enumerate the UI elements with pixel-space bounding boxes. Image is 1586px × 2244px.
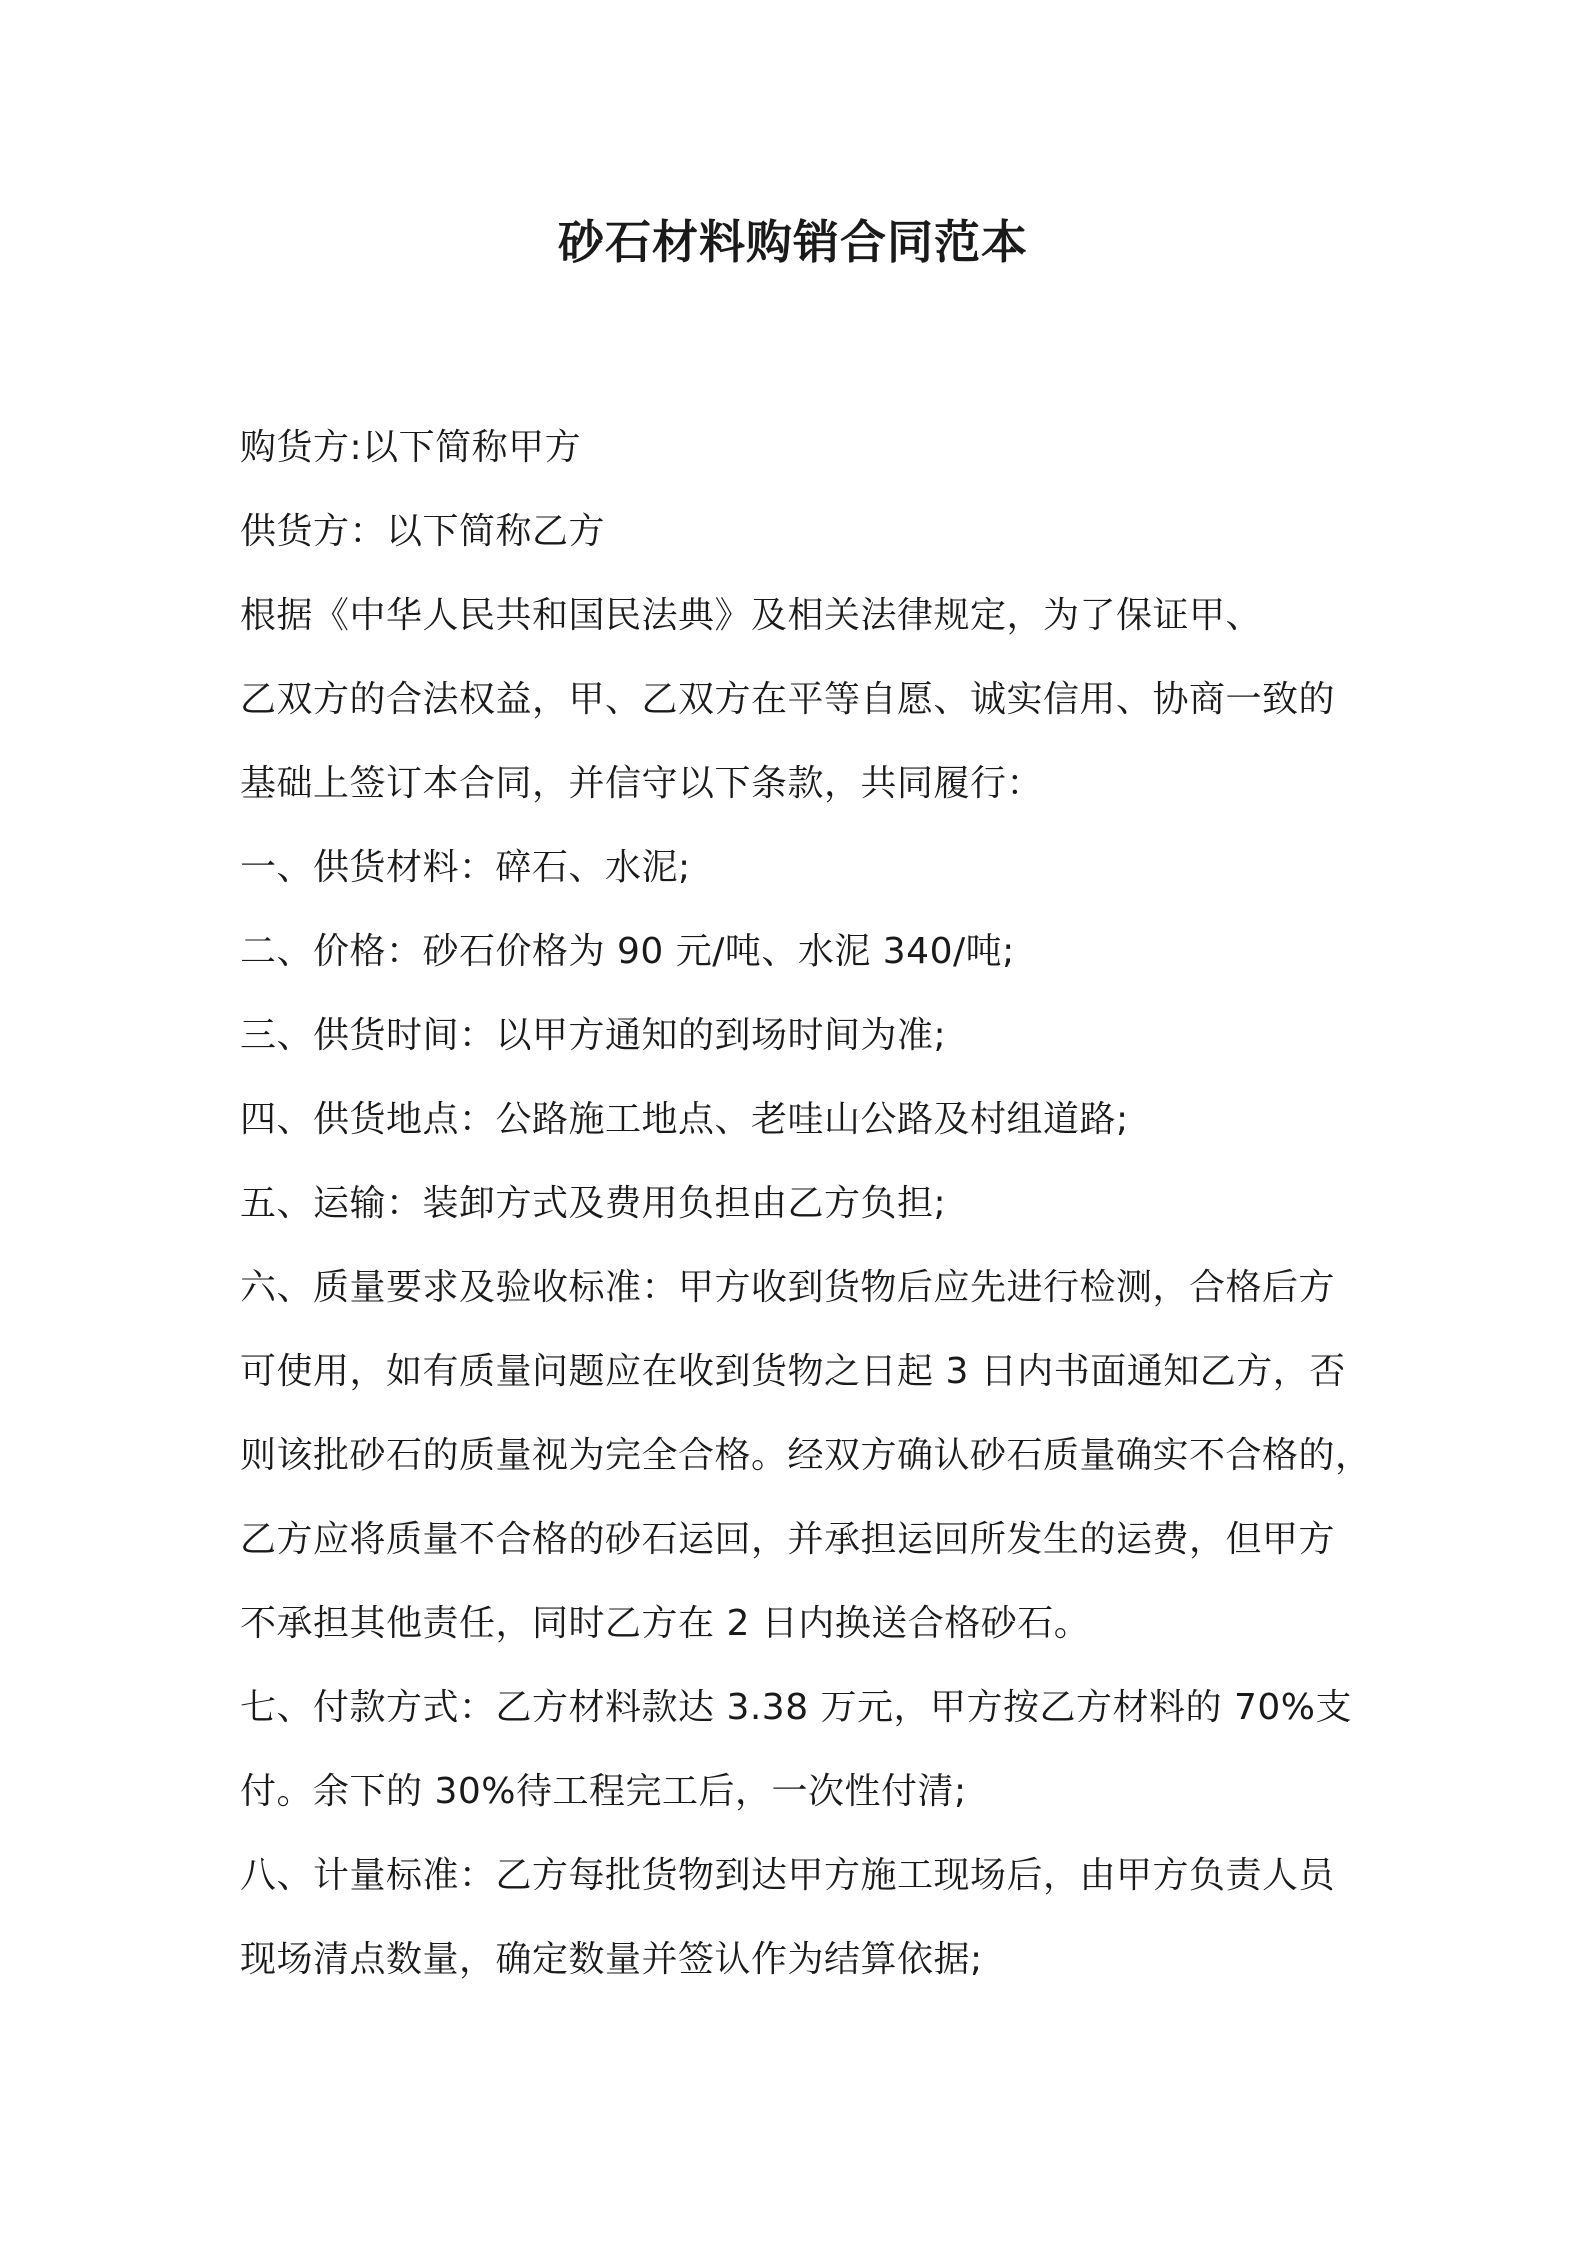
clause-8-line: 现场清点数量，确定数量并签认作为结算依据; [240,1939,983,1980]
clause-6-line: 可使用，如有质量问题应在收到货物之日起 3 日内书面通知乙方，否 [240,1351,1346,1392]
preamble-line: 乙双方的合法权益，甲、乙双方在平等自愿、诚实信用、协商一致的 [240,679,1336,720]
clause-6-line: 乙方应将质量不合格的砂石运回，并承担运回所发生的运费，但甲方 [240,1519,1336,1560]
clause-6-line: 不承担其他责任，同时乙方在 2 日内换送合格砂石。 [240,1603,1091,1644]
clause-5-line: 五、运输：装卸方式及费用负担由乙方负担; [240,1183,947,1224]
clause-2-line: 二、价格：砂石价格为 90 元/吨、水泥 340/吨; [240,931,1015,972]
clause-4-line: 四、供货地点：公路施工地点、老哇山公路及村组道路; [240,1099,1129,1140]
clause-7-line: 七、付款方式：乙方材料款达 3.38 万元，甲方按乙方材料的 70%支 [240,1687,1353,1728]
clause-6-line: 六、质量要求及验收标准：甲方收到货物后应先进行检测，合格后方 [240,1267,1336,1308]
preamble-line: 基础上签订本合同，并信守以下条款，共同履行： [240,763,1044,804]
party-a-line: 购货方:以下简称甲方 [240,427,582,468]
party-b-line: 供货方：以下简称乙方 [240,511,606,552]
clause-7-line: 付。余下的 30%待工程完工后，一次性付清; [240,1771,967,1812]
preamble-line: 根据《中华人民共和国民法典》及相关法律规定，为了保证甲、 [240,595,1263,636]
document-title: 砂石材料购销合同范本 [558,215,1028,269]
contract-body [240,406,1380,2002]
clause-6-line: 则该批砂石的质量视为完全合格。经双方确认砂石质量确实不合格的， [240,1435,1372,1476]
clause-3-line: 三、供货时间：以甲方通知的到场时间为准; [240,1015,947,1056]
clause-8-line: 八、计量标准：乙方每批货物到达甲方施工现场后，由甲方负责人员 [240,1855,1336,1896]
clause-1-line: 一、供货材料：碎石、水泥; [240,847,691,888]
